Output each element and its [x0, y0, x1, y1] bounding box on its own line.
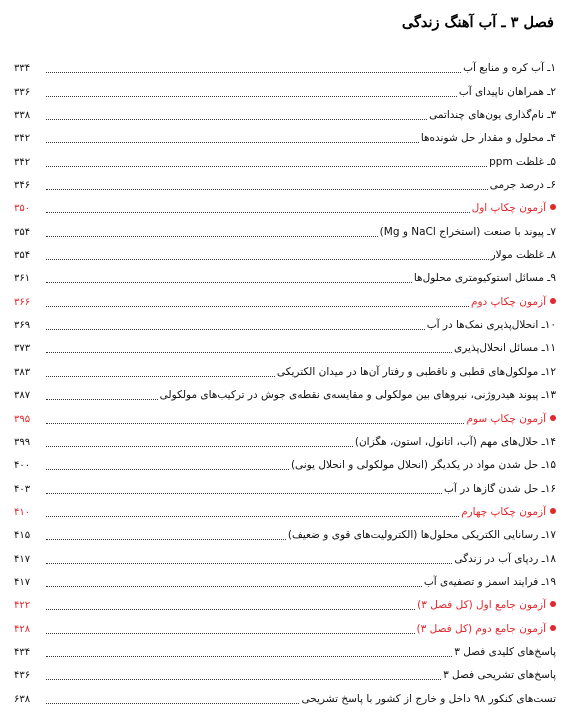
dotted-leader [46, 236, 378, 237]
toc-page-number: ۴۱۰ [14, 506, 31, 518]
dotted-leader [46, 166, 487, 167]
toc-page-number: ۴۱۷ [14, 553, 31, 565]
dotted-leader [46, 656, 452, 657]
toc-entry-title [380, 226, 556, 239]
toc-page-number: ۴۳۶ [14, 670, 31, 682]
toc-entry-text: ۱۷ـ رسانایی الکتریکی محلول‌ها (الکترولیت‌های قوی و ضعیف) [287, 529, 556, 542]
toc-row[interactable] [14, 313, 556, 336]
toc-row[interactable] [14, 546, 556, 569]
toc-row-exam[interactable] [14, 616, 556, 639]
toc-row-exam[interactable] [14, 196, 556, 219]
toc-entry-text: آزمون چکاپ اول [471, 202, 546, 215]
toc-page-number: ۳۸۷ [14, 390, 31, 402]
toc-entry-text: ۹ـ مسائل استوکیومتری محلول‌ها [413, 272, 556, 285]
dotted-leader [46, 516, 459, 517]
dotted-leader [46, 469, 289, 470]
toc-row-exam[interactable] [14, 593, 556, 616]
toc-page-number: ۳۴۲ [14, 133, 31, 145]
toc-row[interactable] [14, 523, 556, 546]
toc-entry-text: ۱۴ـ حلال‌های مهم (آب، اتانول، استون، هگزان) [354, 435, 556, 448]
toc-row[interactable] [14, 336, 556, 359]
toc-row[interactable] [14, 243, 556, 266]
toc-entry-text: آزمون جامع دوم (کل فصل ۳) [416, 622, 546, 635]
table-of-contents [14, 56, 556, 710]
toc-row[interactable] [14, 79, 556, 102]
toc-row-exam[interactable] [14, 500, 556, 523]
toc-page-number: ۴۳۴ [14, 646, 31, 658]
toc-row[interactable] [14, 173, 556, 196]
toc-entry-title [355, 436, 556, 449]
toc-row[interactable] [14, 663, 556, 686]
toc-page-number: ۴۰۰ [14, 460, 31, 472]
toc-row[interactable] [14, 359, 556, 382]
toc-row[interactable] [14, 383, 556, 406]
toc-entry-title [459, 86, 556, 99]
toc-page-number: ۳۳۸ [14, 110, 31, 122]
dotted-leader [46, 142, 419, 143]
dotted-leader [46, 679, 441, 680]
toc-entry-title [160, 389, 556, 402]
toc-entry-text: آزمون جامع اول (کل فصل ۳) [417, 599, 546, 612]
toc-row-exam[interactable] [14, 289, 556, 312]
dotted-leader [46, 119, 427, 120]
toc-entry-title [427, 319, 556, 332]
dotted-leader [46, 72, 461, 73]
toc-entry-title [417, 599, 556, 612]
toc-page-number: ۴۰۳ [14, 483, 31, 495]
red-bullet-icon [550, 508, 556, 514]
dotted-leader [46, 259, 489, 260]
red-bullet-icon [550, 298, 556, 304]
toc-entry-title [291, 459, 556, 472]
dotted-leader [46, 493, 442, 494]
toc-entry-text: آزمون چکاپ چهارم [461, 505, 546, 518]
toc-page-number: ۳۶۹ [14, 320, 31, 332]
dotted-leader [46, 539, 286, 540]
toc-entry-title [454, 342, 556, 355]
toc-page-number: ۳۳۶ [14, 86, 31, 98]
toc-row-exam[interactable] [14, 406, 556, 429]
toc-entry-title [471, 296, 556, 309]
dotted-leader [46, 563, 452, 564]
dotted-leader [46, 703, 299, 704]
toc-entry-text: آزمون چکاپ دوم [470, 295, 546, 308]
toc-page-number: ۳۵۴ [14, 250, 31, 262]
dotted-leader [46, 423, 464, 424]
toc-entry-title [414, 272, 556, 285]
dotted-leader [46, 96, 457, 97]
toc-entry-title [277, 366, 556, 379]
toc-page-number: ۴۲۲ [14, 600, 31, 612]
dotted-leader [46, 329, 425, 330]
toc-entry-title [288, 529, 556, 542]
toc-entry-text: ۳ـ نام‌گذاری یون‌های چنداتمی [429, 109, 556, 122]
red-bullet-icon [550, 415, 556, 421]
toc-entry-text: ۱۶ـ حل شدن گازها در آب [443, 482, 556, 495]
toc-page-number: ۳۴۶ [14, 180, 31, 192]
toc-page-number: ۳۸۳ [14, 366, 31, 378]
toc-entry-title [491, 249, 556, 262]
toc-entry-text: ۸ـ غلظت مولار [490, 249, 556, 262]
toc-page-number: ۳۵۴ [14, 226, 31, 238]
toc-row[interactable] [14, 266, 556, 289]
toc-page-number: ۳۹۹ [14, 436, 31, 448]
toc-row[interactable] [14, 56, 556, 79]
chapter-title: فصل ۳ ـ آب آهنگ زندگی [401, 14, 554, 31]
toc-entry-text: ۷ـ پیوند با صنعت (استخراج NaCl و Mg) [379, 225, 556, 238]
toc-page-number: ۳۶۱ [14, 273, 31, 285]
dotted-leader [46, 446, 353, 447]
toc-entry-title [443, 669, 556, 682]
dotted-leader [46, 376, 275, 377]
toc-row[interactable] [14, 570, 556, 593]
toc-entry-text: ۱۹ـ فرایند اسمز و تصفیه‌ی آب [423, 575, 556, 588]
toc-entry-text: پاسخ‌های تشریحی فصل ۳ [443, 669, 556, 682]
red-bullet-icon [550, 204, 556, 210]
toc-entry-title [466, 413, 556, 426]
toc-entry-text: ۱۵ـ حل شدن مواد در یکدیگر (انحلال مولکولی و انحلال یونی) [290, 459, 556, 472]
red-bullet-icon [550, 601, 556, 607]
toc-entry-title [444, 483, 556, 496]
dotted-leader [46, 306, 469, 307]
toc-page-number: ۳۴۲ [14, 156, 31, 168]
toc-entry-title [454, 553, 556, 566]
toc-entry-title [454, 646, 556, 659]
toc-entry-title [424, 576, 556, 589]
toc-row[interactable] [14, 476, 556, 499]
toc-row[interactable] [14, 126, 556, 149]
toc-entry-title [490, 179, 556, 192]
dotted-leader [46, 189, 488, 190]
toc-row[interactable] [14, 149, 556, 172]
dotted-leader [46, 352, 452, 353]
toc-page-number: ۴۱۵ [14, 530, 31, 542]
toc-entry-title [489, 156, 556, 169]
toc-entry-text: ۱۲ـ مولکول‌های قطبی و ناقطبی و رفتار آن‌ها در میدان الکتریکی [276, 365, 556, 378]
dotted-leader [46, 609, 415, 610]
dotted-leader [46, 212, 470, 213]
toc-entry-title [461, 506, 556, 519]
toc-row[interactable] [14, 686, 556, 709]
dotted-leader [46, 282, 412, 283]
toc-entry-text: ۴ـ محلول و مقدار حل شونده‌ها [420, 132, 556, 145]
dotted-leader [46, 633, 415, 634]
toc-entry-text: ۱ـ آب کره و منابع آب [463, 62, 556, 75]
toc-row[interactable] [14, 640, 556, 663]
toc-entry-title [421, 132, 556, 145]
toc-entry-text: ۱۱ـ مسائل انحلال‌پذیری [454, 342, 556, 355]
toc-entry-title [472, 202, 556, 215]
toc-row[interactable] [14, 453, 556, 476]
toc-entry-text: ۱۰ـ انحلال‌پذیری نمک‌ها در آب [426, 319, 556, 332]
toc-row[interactable] [14, 430, 556, 453]
toc-page-number: ۳۳۴ [14, 63, 31, 75]
toc-entry-title [429, 109, 556, 122]
toc-entry-text: آزمون چکاپ سوم [466, 412, 546, 425]
toc-page-number: ۴۱۷ [14, 576, 31, 588]
toc-entry-text: ۵ـ غلظت ppm [489, 155, 556, 168]
red-bullet-icon [550, 625, 556, 631]
toc-page-number: ۳۶۶ [14, 296, 31, 308]
toc-entry-text: تست‌های کنکور ۹۸ داخل و خارج از کشور با پاسخ تشریحی [301, 692, 556, 705]
toc-entry-title [463, 62, 556, 75]
toc-page-number: ۳۹۵ [14, 413, 31, 425]
toc-entry-text: ۱۸ـ ردپای آب در زندگی [454, 552, 556, 565]
toc-page-number: ۳۵۰ [14, 203, 31, 215]
dotted-leader [46, 399, 158, 400]
toc-row[interactable] [14, 219, 556, 242]
toc-entry-text: پاسخ‌های کلیدی فصل ۳ [454, 645, 556, 658]
toc-entry-title [301, 693, 556, 706]
toc-entry-text: ۲ـ همراهان ناپیدای آب [458, 85, 556, 98]
toc-page-number: ۶۳۸ [14, 693, 31, 705]
toc-entry-title [417, 623, 556, 636]
toc-page-number: ۴۲۸ [14, 623, 31, 635]
dotted-leader [46, 586, 422, 587]
toc-entry-text: ۱۳ـ پیوند هیدروژنی، نیروهای بین مولکولی و مقایسه‌ی نقطه‌ی جوش در ترکیب‌های مولکولی [159, 389, 556, 402]
toc-page-number: ۳۷۳ [14, 343, 31, 355]
toc-entry-text: ۶ـ درصد جرمی [489, 179, 556, 192]
toc-row[interactable] [14, 103, 556, 126]
